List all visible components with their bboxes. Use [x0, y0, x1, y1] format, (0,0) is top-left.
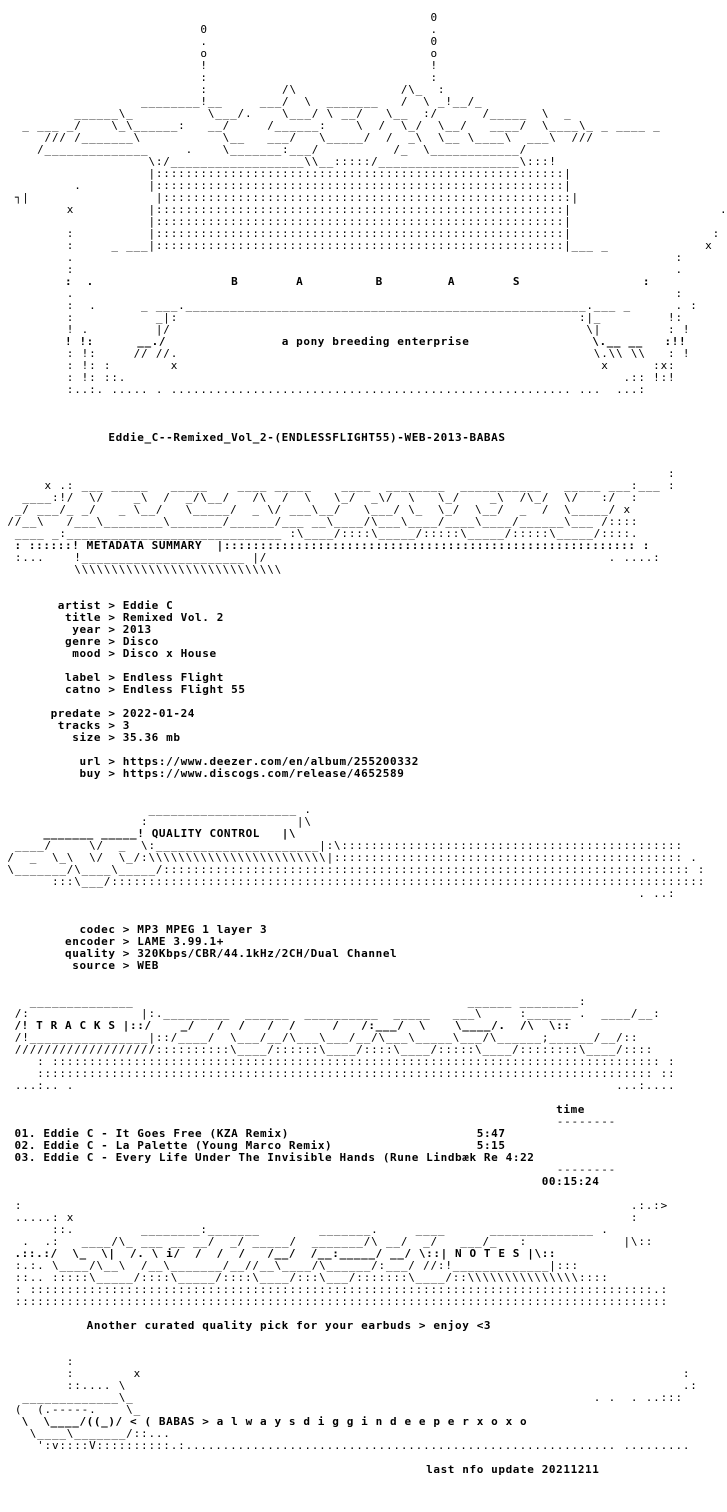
notes-text: Another curated quality pick for your earbuds > enjoy <3: [86, 1319, 492, 1332]
quality-row-source: source > WEB: [72, 959, 159, 972]
metadata-value: Disco: [122, 635, 159, 648]
logo-art-line: ! . |/ \| : !: [0, 323, 691, 336]
footer-art-line: _____________\_ . . . ..:::: [0, 1391, 683, 1404]
section-art-line: : .:.:>: [0, 1199, 669, 1212]
metadata-row-title: title > Remixed Vol. 2: [65, 611, 224, 624]
logo-art-line: . 0: [0, 35, 438, 48]
metadata-label: url: [79, 755, 102, 768]
metadata-value: 3: [122, 719, 131, 732]
tracklist-separator: --------: [0, 1115, 617, 1128]
metadata-value: Eddie C: [122, 599, 174, 612]
footer-art-line: ':v::::V::::::::::.:.......................................................... .........: [0, 1439, 691, 1452]
metadata-label: catno: [65, 683, 102, 696]
section-art-line: . ..:: [0, 887, 676, 900]
footer-update: last nfo update 20211211: [426, 1463, 600, 1476]
section-art-line: ____ _:_____________________________ :\____/::::\_____/:::::\_____/:::::\_____/::::.: [0, 527, 639, 540]
group-letter: B: [375, 275, 383, 288]
buy-url-link[interactable]: https://www.discogs.com/release/4652589: [122, 767, 405, 780]
logo-art-line: . |:::::::::::::::::::::::::::::::::::::::::::::::::::::::|: [0, 179, 572, 192]
metadata-row-mood: mood > Disco x House: [72, 647, 217, 660]
track-time: 4:22: [505, 1151, 535, 1164]
section-art-line: : |\: [0, 815, 312, 828]
logo-art-line: : !: // //. \.\\ \\ : !: [0, 347, 691, 360]
metadata-label: predate: [50, 707, 102, 720]
metadata-label: buy: [79, 767, 102, 780]
logo-art-line: |:::::::::::::::::::::::::::::::::::::::::::::::::::::::|: [0, 167, 572, 180]
section-art-line: \_______/\____\_____/::::::::::::::::::::::::::::::::::::::::::::::::::::::::::::::::::::::: :: [0, 863, 706, 876]
track-title: Eddie C - It Goes Free (KZA Remix): [43, 1127, 289, 1140]
footer-tagline-line: \ \____/((_)/ < ( BABAS > a l w a y s d i g g i n d e e p e r x o x o: [0, 1415, 528, 1428]
logo-art-line: /// /_______\ \__ ___/ \_____/ / _\ \__ \____\ ___\ ///: [0, 131, 594, 144]
quality-row-quality: quality > 320Kbps/CBR/44.1kHz/2CH/Dual Channel: [65, 947, 398, 960]
logo-art-line: : _|: :|_ !:: [0, 311, 683, 324]
quality-value: 320Kbps/CBR/44.1kHz/2CH/Dual Channel: [137, 947, 398, 960]
metadata-row-tracks: tracks > 3: [57, 719, 131, 732]
quality-heading-line: _______ _____! QUALITY CONTROL |\: [0, 827, 297, 840]
section-art-line: x .: ___ _____ _____ ____ _____ ____ ________ ___________ _____ ___:___ :: [0, 479, 676, 492]
header-tagline: a pony breeding enterprise: [281, 335, 470, 348]
footer-art-line: :: [0, 1355, 75, 1368]
logo-art-line: \:/__________________\\__:::::/___________________\:::!: [0, 155, 557, 168]
section-art-line: ____:!/ \/ _\ / _/\__/ /\ / \ \_/ _\/ \ \_/ _\ /\_/ \/ :/ :: [0, 491, 639, 504]
footer-art-line: \____\_______/::...: [0, 1427, 171, 1440]
metadata-label: mood: [72, 647, 102, 660]
section-art-line: ::. ________:_______ _______. ____ ______________ .: [0, 1223, 609, 1236]
footer-tagline: < ( BABAS > a l w a y s d i g g i n d e e p e r x o x o: [130, 1415, 528, 1428]
section-art-line: :::\___/::::::::::::::::::::::::::::::::::::::::::::::::::::::::::::::::::::::::::::::::: [0, 875, 706, 888]
logo-art-line: : !: ::. .:: !:!: [0, 371, 676, 384]
section-art-line: /!________________|::/____/ \___/__/\___\___/__/\___\_____\___/\______;______/__/::: [0, 1031, 639, 1044]
metadata-row-url: url > https://www.deezer.com/en/album/255200332: [79, 755, 419, 768]
metadata-value: Endless Flight: [122, 671, 224, 684]
metadata-label: year: [72, 623, 102, 636]
logo-art-line: ________!__ ___/ \ _______ / \ _!__/_: [0, 95, 483, 108]
footer-art-line: ::.... \ .:: [0, 1379, 698, 1392]
group-letter: A: [447, 275, 456, 288]
section-art-line: . .: ____/\_ ___ __ __/ _/ _____/ _______/\ __/ _/ ___/_ : |\::: [0, 1235, 654, 1248]
section-art-line: ///////////////////::::::::::\____/::::::\____/::::\____/:::::\____/::::::::\____/::::: [0, 1043, 654, 1056]
logo-art-line: : _ ___|:::::::::::::::::::::::::::::::::::::::::::::::::::::::|___ _ x: [0, 239, 713, 252]
section-art-line: _/ ___/_ _/ _ \__/ \_____/ _ \/ ___\__/ \___/ \_ \_/ \__/ _ / \_____/ x: [0, 503, 631, 516]
track-number: 02.: [14, 1139, 37, 1152]
group-letter: B: [231, 275, 239, 288]
section-art-line: ::.. :::::\_____/::::\_____/::::\____/:::\___/:::::::\____/::\\\\\\\\\\\\\\\::::: [0, 1271, 609, 1284]
metadata-label: genre: [65, 635, 102, 648]
tracklist-total-line: [0, 1176, 599, 1188]
tracks-heading-line: /! T R A C K S |::/ _/ / / / / / /:___/ \ \____/. /\ \::: [0, 1019, 571, 1032]
logo-art-line: ! !: [0, 59, 438, 72]
logo-art-line: |:::::::::::::::::::::::::::::::::::::::::::::::::::::::|: [0, 215, 572, 228]
logo-art-line: :..:. ..... . ...................................................... ... ...:: [0, 383, 646, 396]
logo-art-line: _ ___ _/ \_\______: __/ /______: \ / \_/ \__/ ____/ \____\_ _ ____ _: [0, 119, 661, 132]
metadata-label: label: [65, 671, 102, 684]
metadata-row-buy: buy > https://www.discogs.com/release/4652589: [79, 767, 405, 780]
logo-art-line: ┐| |:::::::::::::::::::::::::::::::::::::::::::::::::::::::|: [0, 191, 579, 204]
logo-art-line: : . _ ___.______________________________________________________.___ _ . :: [0, 299, 698, 312]
section-art-line: ____________________ .: [0, 803, 312, 816]
section-art-line: /: |:._________ ______ __________ _____ ___\ :______ . ____/__:: [0, 1007, 661, 1020]
footer-art-line: ( (.-----. \_: [0, 1403, 142, 1416]
metadata-value: Endless Flight 55: [122, 683, 246, 696]
release-name: Eddie_C--Remixed_Vol_2-(ENDLESSFLIGHT55)-WEB-2013-BABAS: [108, 431, 506, 444]
metadata-value: Remixed Vol. 2: [122, 611, 224, 624]
metadata-label: size: [72, 731, 102, 744]
section-art-line: : ::::::::::::::::::::::::::::::::::::::::::::::::::::::::::::::::::::::::::::::::::::.:: [0, 1283, 669, 1296]
quality-row-codec: codec > MP3 MPEG 1 layer 3: [79, 923, 268, 936]
track-title: Eddie C - La Palette (Young Marco Remix): [43, 1139, 333, 1152]
logo-art-line: /______________ . \_______:___/ /_ \____________/: [0, 143, 528, 156]
metadata-row-size: size > 35.36 mb: [72, 731, 181, 744]
footer-update-line: [0, 1464, 599, 1476]
metadata-row-predate: predate > 2022-01-24: [50, 707, 196, 720]
logo-art-line: : |:::::::::::::::::::::::::::::::::::::::::::::::::::::::| :: [0, 227, 720, 240]
track-number: 01.: [14, 1127, 37, 1140]
section-art-line: ______________ ______ ________:: [0, 995, 587, 1008]
metadata-value: 35.36 mb: [122, 731, 181, 744]
metadata-row-label: label > Endless Flight: [65, 671, 224, 684]
metadata-row-artist: artist > Eddie C: [57, 599, 174, 612]
metadata-heading-line: : ::::::! METADATA SUMMARY |::::::::::::::::::::::::::::::::::::::::::::::::::::::::: :: [0, 539, 651, 552]
metadata-label: tracks: [57, 719, 102, 732]
logo-art-line: 0: [0, 11, 438, 24]
total-time: 00:15:24: [541, 1175, 600, 1188]
tracklist-separator: --------: [0, 1163, 617, 1176]
footer-art-line: : x :: [0, 1367, 691, 1380]
section-art-line: : :::::::::::::::::::::::::::::::::::::::::::::::::::::::::::::::::::::::::::::::::: :: [0, 1055, 676, 1068]
album-url-link[interactable]: https://www.deezer.com/en/album/255200332: [122, 755, 419, 768]
quality-label: encoder: [65, 935, 116, 948]
section-art-line: / _ \_\ \/ \_/:\\\\\\\\\\\\\\\\\\\\\\\\|::::::::::::::::::::::::::::::::::::::::::::::: .: [0, 851, 698, 864]
track-title: Eddie C - Every Life Under The Invisible Hands (Rune Lindbæk Re: [43, 1151, 499, 1164]
metadata-row-catno: catno > Endless Flight 55: [65, 683, 246, 696]
track-number: 03.: [14, 1151, 37, 1164]
quality-label: codec: [79, 923, 116, 936]
logo-art-line: . :: [0, 287, 683, 300]
section-art-line: ::::::::::::::::::::::::::::::::::::::::::::::::::::::::::::::::::::::::::::::::::: ::: [0, 1067, 676, 1080]
metadata-heading: METADATA SUMMARY: [86, 539, 203, 552]
section-art-line: :: [0, 467, 676, 480]
section-art-line: :.:. \____/\__\ /__\_______/__//__\____/\______/:___/ //:!_____________|:::: [0, 1259, 579, 1272]
section-art-line: //__\ /___\________\_______/______/___ __\____/\___\____/____\____/______\___ /::::: [0, 515, 639, 528]
section-art-line: .....: x :: [0, 1211, 639, 1224]
section-art-line: ...:.. . ...:....: [0, 1079, 676, 1092]
quality-value: LAME 3.99.1+: [137, 935, 224, 948]
notes-heading-line: .::.:/ \_ \| /. \ i/ / / / /__/ /__:_____/ __/ \::| N O T E S |\::: [0, 1247, 557, 1260]
track-time: 5:15: [476, 1139, 506, 1152]
section-art-line: ::::::::::::::::::::::::::::::::::::::::::::::::::::::::::::::::::::::::::::::::::::::::: [0, 1295, 669, 1308]
quality-heading: QUALITY CONTROL: [151, 827, 261, 840]
quality-label: quality: [65, 947, 116, 960]
metadata-value: 2013: [122, 623, 152, 636]
group-letter: A: [296, 275, 304, 288]
metadata-value: Disco x House: [122, 647, 217, 660]
quality-label: source: [72, 959, 116, 972]
section-art-line: :... !______________________ |/ . ....:: [0, 551, 661, 564]
logo-art-line: ______\_ \___/. \___/ \ __/ \__ :/ /_____ \ _: [0, 107, 572, 120]
quality-value: MP3 MPEG 1 layer 3: [137, 923, 268, 936]
logo-art-line: o o: [0, 47, 438, 60]
header-tagline-line: ! !: __./ a pony breeding enterprise \.__ __ :!!: [0, 335, 687, 348]
metadata-label: title: [65, 611, 102, 624]
section-art-line: ____/ \/ _ \:______________________|:\::::::::::::::::::::::::::::::::::::::::::::::: [0, 839, 683, 852]
group-letters: : . B A B A S :: [0, 275, 651, 288]
logo-art-line: x |:::::::::::::::::::::::::::::::::::::::::::::::::::::::| .: [0, 203, 727, 216]
tracks-heading: T R A C K S: [36, 1019, 116, 1032]
notes-text-line: [0, 1320, 491, 1332]
logo-art-line: . :: [0, 251, 683, 264]
metadata-label: artist: [57, 599, 102, 612]
logo-art-line: : .: [0, 263, 683, 276]
logo-art-line: : !: : x x :x:: [0, 359, 676, 372]
track-time: 5:47: [476, 1127, 506, 1140]
section-art-line: \\\\\\\\\\\\\\\\\\\\\\\\\\\\: [0, 563, 283, 576]
metadata-row-genre: genre > Disco: [65, 635, 159, 648]
logo-art-line: 0 .: [0, 23, 438, 36]
release-name-line: [0, 432, 506, 444]
quality-row-encoder: encoder > LAME 3.99.1+: [65, 935, 224, 948]
metadata-value: 2022-01-24: [122, 707, 196, 720]
metadata-row-year: year > 2013: [72, 623, 152, 636]
logo-art-line: : /\ /\_ :: [0, 83, 446, 96]
time-column-header: time: [556, 1103, 586, 1116]
logo-art-line: : :: [0, 71, 438, 84]
group-letter: S: [512, 275, 521, 288]
notes-heading: N O T E S: [455, 1247, 521, 1260]
quality-value: WEB: [137, 959, 159, 972]
